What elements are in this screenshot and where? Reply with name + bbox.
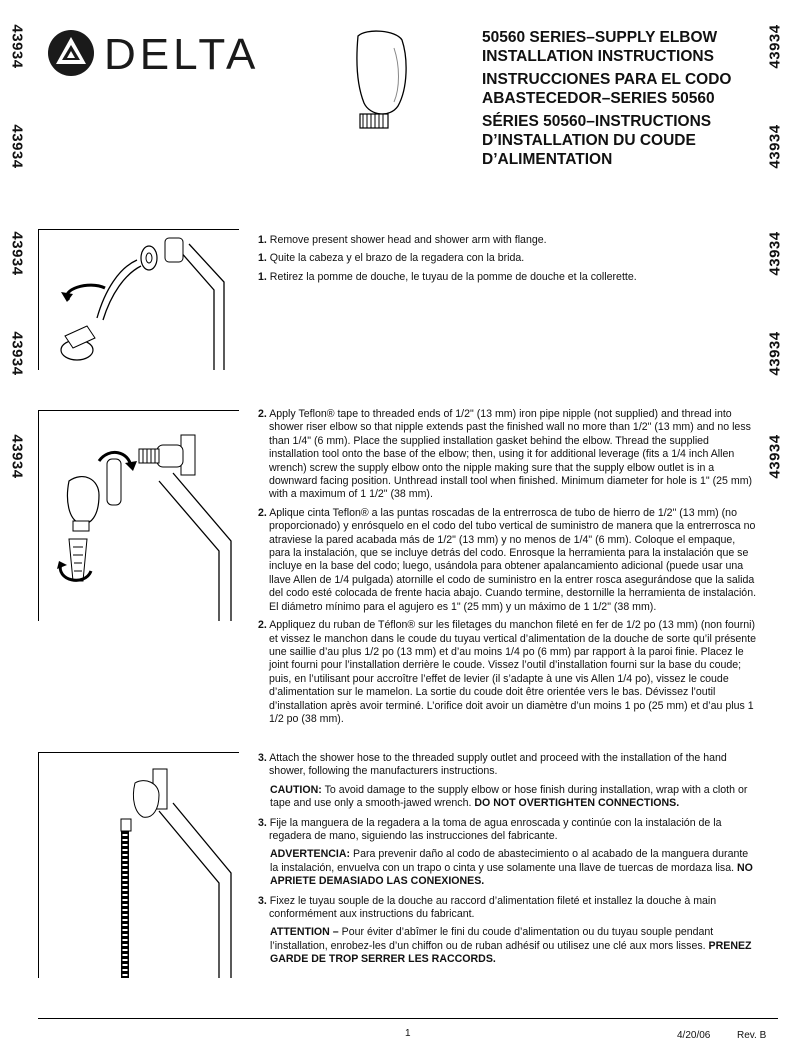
doc-code-right-1: 43934	[766, 24, 784, 69]
step1-es: Quite la cabeza y el brazo de la regadera con la brida.	[269, 252, 525, 265]
revision-date: 4/20/06	[677, 1030, 711, 1041]
caution-label: CAUTION:	[270, 783, 322, 796]
advertencia-label: ADVERTENCIA:	[270, 848, 351, 861]
doc-code-left-3: 43934	[8, 231, 26, 276]
step3-caution-fr	[270, 926, 758, 966]
title-es-line-1: INSTRUCCIONES PARA EL CODO	[482, 71, 732, 88]
title-english	[482, 28, 717, 66]
step2-en: Apply Teflon® tape to threaded ends of 1/2" (13 mm) iron pipe nipple (not supplied) and thread into shower riser elbow so that nipple extends past the finished wall no more than 1/2" (13 mm) and no less than 1/4" (6 mm). Place the supplied installation gasket behind the elbow. Thread the supplied installation tool onto the base of the elbow; then, using it for additional leverage (fits a 1/4 inch Allen wrench) screw the supply elbow onto the nipple making sure that the supply elbow outlet is in a downward facing position. Unthread install tool when finished. Minimum diameter for hole is 1" (25 mm) with a maximum of 1 1/2" (38 mm).	[269, 408, 753, 501]
delta-logo-mark-icon	[46, 28, 276, 78]
step3-caution-en	[270, 784, 758, 811]
title-es-line-2: ABASTECEDOR–SERIES 50560	[482, 90, 715, 107]
revision-label: Rev. B	[737, 1030, 767, 1041]
footer-rule	[38, 1018, 778, 1019]
title-en-line-1: 50560 SERIES–SUPPLY ELBOW	[482, 29, 718, 46]
step3-text	[258, 752, 758, 973]
step1-fr: Retirez la pomme de douche, le tuyau de la pomme de douche et la collerette.	[269, 270, 637, 283]
delta-logo	[46, 28, 276, 83]
attention-label: ATTENTION –	[270, 926, 339, 939]
step1-illustration	[38, 229, 239, 370]
title-spanish	[482, 70, 731, 108]
caution-bold: DO NOT OVERTIGHTEN CONNECTIONS.	[474, 797, 680, 810]
step2-number-en: 2.	[258, 408, 267, 420]
step2-illustration	[38, 410, 239, 621]
attention-text: Pour éviter d’abîmer le fini du coude d’alimentation ou du tuyau souple pendant l’installation, enrobez-les d’un chiffon ou de ruban adhésif ou utilisez une clé aux mors lisses.	[270, 926, 714, 952]
step3-es: Fije la manguera de la regadera a la toma de agua enroscada y continúe con la instalación de la regadera de mano, siguiendo las instrucciones del fabricante.	[269, 816, 722, 843]
doc-code-right-5: 43934	[766, 434, 784, 479]
step3-en: Attach the shower hose to the threaded supply outlet and proceed with the installation of the hand shower, following the manufacturers instructions.	[269, 752, 727, 778]
step2-number-es: 2.	[258, 506, 267, 519]
step3-fr: Fixez le tuyau souple de la douche au raccord d’alimentation fileté et installez la douche à main conformément aux instructions du fabricant.	[269, 894, 717, 921]
step2-es: Aplique cinta Teflon® a las puntas roscadas de la entrerrosca de tubo de hierro de 1/2" (13 mm) (no proporcionado) y enrósquelo en el codo del tubo vertical de suministro de manera que la entrerrosca no atraviese la pared acabada más de 1/2" (13 mm) y no menos de 1/4" (6 mm). Coloque el empaque, para la instalación, que se incluye detrás del codo. Enrosque la herramienta para la instalación que se incluye en la base del codo; luego, usándola para obtener apalancamiento adicional (puede usar una llave Allen de 1/4 pulgada) atornille el codo de suministro en la entrer rosca asegurándose que la salida del codo esté colocada de frente hacia abajo. Cuando termine, destornille la herramienta de instalación. El diámetro mínimo para el agujero es 1" (25 mm) y un máximo de 1 1/2" (38 mm).	[269, 506, 757, 613]
step2-text	[258, 408, 758, 731]
doc-code-left-4: 43934	[8, 331, 26, 376]
doc-code-left-5: 43934	[8, 434, 26, 479]
title-en-line-2: INSTALLATION INSTRUCTIONS	[482, 48, 714, 65]
doc-code-left-2: 43934	[8, 124, 26, 169]
attention-bold: PRENEZ GARDE DE TROP SERRER LES RACCORDS.	[270, 939, 752, 966]
title-fr-line-3: D’ALIMENTATION	[482, 151, 613, 168]
doc-code-right-3: 43934	[766, 231, 784, 276]
step3-number-fr: 3.	[258, 894, 267, 907]
step3-number-es: 3.	[258, 816, 267, 829]
doc-code-right-4: 43934	[766, 331, 784, 376]
doc-code-right-2: 43934	[766, 124, 784, 169]
doc-code-left-1: 43934	[8, 24, 26, 69]
page-number: 1	[405, 1028, 411, 1039]
caution-text: To avoid damage to the supply elbow or hose finish during installation, wrap with a cloth or tape and use only a smooth-jawed wrench.	[270, 783, 748, 810]
title-fr-line-1: SÉRIES 50560–INSTRUCTIONS	[482, 113, 712, 130]
supply-elbow-illustration	[346, 28, 416, 143]
step3-number-en: 3.	[258, 752, 267, 764]
title-french	[482, 112, 711, 169]
delta-logo-wordmark: DELTA	[104, 30, 260, 78]
step2-fr: Appliquez du ruban de Téflon® sur les filetages du manchon fileté en fer de 1/2 po (13 mm) (non fourni) et vissez le manchon dans le coude du tuyau vertical d’alimentation de la douche de sorte qu’il présente une saillie d’au plus 1/2 po (13 mm) et d’au moins 1/4 po (6 mm) par rapport à la paroi finie. Placez le joint fourni pour l’installation derrière le coude. Vissez l’outil d’installation fourni sur la base du coude; puis, en l’utilisant pour accroître l’effet de levier (il s’adapte à une vis Allen 1/4 po), vissez le coude d’alimentation sur le mamelon. La sortie du coude doit être orientée vers le bas. Dévissez l’outil d’installation après avoir terminé. L’orifice doit avoir un diamètre d’un moins 1 po (25 mm) et d’au plus 1 1/2 po (38 mm).	[269, 619, 757, 725]
step2-number-fr: 2.	[258, 619, 267, 632]
step3-caution-es	[270, 848, 758, 888]
step1-en: Remove present shower head and shower arm with flange.	[269, 234, 547, 246]
step1-number-fr: 1.	[258, 270, 267, 283]
advertencia-text: Para prevenir daño al codo de abastecimiento o al acabado de la manguera durante la instalación, envuelva con un trapo o cinta y use solamente una llave de tuercas de mordaza lisa.	[270, 848, 749, 874]
step1-text	[258, 234, 758, 289]
title-fr-line-2: D’INSTALLATION DU COUDE	[482, 132, 696, 149]
step1-number-es: 1.	[258, 252, 267, 265]
step3-illustration	[38, 752, 239, 978]
advertencia-bold: NO APRIETE DEMASIADO LAS CONEXIONES.	[270, 861, 753, 888]
step1-number-en: 1.	[258, 234, 267, 246]
